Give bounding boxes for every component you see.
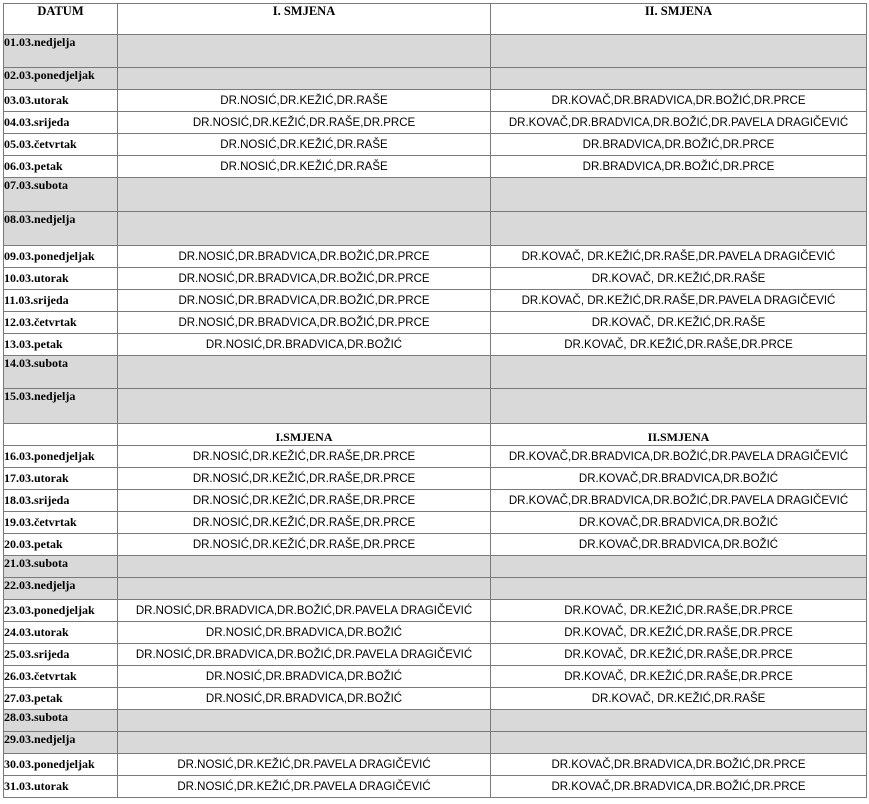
table-row bbox=[4, 644, 867, 666]
table-row bbox=[4, 246, 867, 268]
shift-2-cell: DR.KOVAČ, DR.KEŽIĆ,DR.RAŠE bbox=[491, 268, 867, 290]
header-date: DATUM bbox=[4, 4, 118, 35]
date-cell: 02.03.ponedjeljak bbox=[4, 68, 118, 90]
shift-2-cell: DR.BRADVICA,DR.BOŽIĆ,DR.PRCE bbox=[491, 134, 867, 156]
table-row bbox=[4, 446, 867, 468]
shift-1-cell: DR.NOSIĆ,DR.KEŽIĆ,DR.RAŠE,DR.PRCE bbox=[118, 534, 491, 556]
shift-2-cell: DR.KOVAČ, DR.KEŽIĆ,DR.RAŠE,DR.PRCE bbox=[491, 644, 867, 666]
shift-2-cell bbox=[491, 212, 867, 246]
shift-2-cell bbox=[491, 732, 867, 754]
shift-2-cell: DR.BRADVICA,DR.BOŽIĆ,DR.PRCE bbox=[491, 156, 867, 178]
table-row bbox=[4, 600, 867, 622]
shift-1-cell: DR.NOSIĆ,DR.BRADVICA,DR.BOŽIĆ bbox=[118, 334, 491, 356]
table-row bbox=[4, 35, 867, 68]
date-cell: 21.03.subota bbox=[4, 556, 118, 578]
shift-2-cell bbox=[491, 556, 867, 578]
shift-1-cell: DR.NOSIĆ,DR.BRADVICA,DR.BOŽIĆ bbox=[118, 622, 491, 644]
shift-1-cell bbox=[118, 710, 491, 732]
table-row bbox=[4, 710, 867, 732]
date-cell: 12.03.četvrtak bbox=[4, 312, 118, 334]
date-cell: 16.03.ponedjeljak bbox=[4, 446, 118, 468]
shift-1-cell: DR.NOSIĆ,DR.BRADVICA,DR.BOŽIĆ,DR.PAVELA DRAGIČEVIĆ bbox=[118, 600, 491, 622]
date-cell: 31.03.utorak bbox=[4, 776, 118, 798]
table-row bbox=[4, 754, 867, 776]
shift-1-cell: DR.NOSIĆ,DR.BRADVICA,DR.BOŽIĆ bbox=[118, 688, 491, 710]
subheader-shift-1: I.SMJENA bbox=[118, 424, 491, 446]
shift-2-cell: DR.KOVAČ,DR.BRADVICA,DR.BOŽIĆ bbox=[491, 468, 867, 490]
shift-1-cell: DR.NOSIĆ,DR.BRADVICA,DR.BOŽIĆ,DR.PAVELA DRAGIČEVIĆ bbox=[118, 644, 491, 666]
shift-1-cell bbox=[118, 732, 491, 754]
date-cell: 29.03.nedjelja bbox=[4, 732, 118, 754]
shift-1-cell: DR.NOSIĆ,DR.KEŽIĆ,DR.RAŠE,DR.PRCE bbox=[118, 112, 491, 134]
shift-1-cell: DR.NOSIĆ,DR.BRADVICA,DR.BOŽIĆ bbox=[118, 666, 491, 688]
table-row bbox=[4, 268, 867, 290]
header-row bbox=[4, 4, 867, 35]
date-cell: 23.03.ponedjeljak bbox=[4, 600, 118, 622]
table-row bbox=[4, 290, 867, 312]
shift-1-cell: DR.NOSIĆ,DR.KEŽIĆ,DR.RAŠE,DR.PRCE bbox=[118, 446, 491, 468]
table-row bbox=[4, 68, 867, 90]
shift-2-cell: DR.KOVAČ,DR.BRADVICA,DR.BOŽIĆ,DR.PAVELA DRAGIČEVIĆ bbox=[491, 446, 867, 468]
shift-2-cell bbox=[491, 35, 867, 68]
date-cell: 14.03.subota bbox=[4, 356, 118, 389]
shift-2-cell: DR.KOVAČ,DR.BRADVICA,DR.BOŽIĆ,DR.PAVELA DRAGIČEVIĆ bbox=[491, 490, 867, 512]
shift-1-cell: DR.NOSIĆ,DR.KEŽIĆ,DR.RAŠE,DR.PRCE bbox=[118, 512, 491, 534]
shift-2-cell: DR.KOVAČ,DR.BRADVICA,DR.BOŽIĆ bbox=[491, 512, 867, 534]
shift-1-cell bbox=[118, 35, 491, 68]
date-cell: 20.03.petak bbox=[4, 534, 118, 556]
table-row bbox=[4, 389, 867, 424]
date-cell: 25.03.srijeda bbox=[4, 644, 118, 666]
shift-2-cell bbox=[491, 710, 867, 732]
table-row bbox=[4, 312, 867, 334]
date-cell: 13.03.petak bbox=[4, 334, 118, 356]
date-cell: 17.03.utorak bbox=[4, 468, 118, 490]
shift-2-cell: DR.KOVAČ, DR.KEŽIĆ,DR.RAŠE bbox=[491, 312, 867, 334]
shift-2-cell bbox=[491, 68, 867, 90]
date-cell: 24.03.utorak bbox=[4, 622, 118, 644]
shift-1-cell: DR.NOSIĆ,DR.BRADVICA,DR.BOŽIĆ,DR.PRCE bbox=[118, 312, 491, 334]
shift-1-cell: DR.NOSIĆ,DR.BRADVICA,DR.BOŽIĆ,DR.PRCE bbox=[118, 290, 491, 312]
shift-1-cell: DR.NOSIĆ,DR.KEŽIĆ,DR.PAVELA DRAGIČEVIĆ bbox=[118, 754, 491, 776]
date-cell: 06.03.petak bbox=[4, 156, 118, 178]
shift-1-cell bbox=[118, 578, 491, 600]
shift-2-cell bbox=[491, 389, 867, 424]
date-cell: 03.03.utorak bbox=[4, 90, 118, 112]
table-row bbox=[4, 776, 867, 798]
table-row bbox=[4, 666, 867, 688]
shift-1-cell bbox=[118, 356, 491, 389]
subheader-blank bbox=[4, 424, 118, 446]
shift-1-cell: DR.NOSIĆ,DR.KEŽIĆ,DR.RAŠE bbox=[118, 134, 491, 156]
date-cell: 27.03.petak bbox=[4, 688, 118, 710]
table-row bbox=[4, 90, 867, 112]
shift-2-cell bbox=[491, 578, 867, 600]
table-row bbox=[4, 512, 867, 534]
shift-1-cell: DR.NOSIĆ,DR.KEŽIĆ,DR.RAŠE,DR.PRCE bbox=[118, 490, 491, 512]
date-cell: 05.03.četvrtak bbox=[4, 134, 118, 156]
shift-1-cell bbox=[118, 212, 491, 246]
date-cell: 11.03.srijeda bbox=[4, 290, 118, 312]
table-row bbox=[4, 156, 867, 178]
table-row bbox=[4, 688, 867, 710]
shift-1-cell: DR.NOSIĆ,DR.BRADVICA,DR.BOŽIĆ,DR.PRCE bbox=[118, 268, 491, 290]
table-row bbox=[4, 212, 867, 246]
shift-schedule-table bbox=[3, 3, 867, 798]
shift-1-cell: DR.NOSIĆ,DR.KEŽIĆ,DR.PAVELA DRAGIČEVIĆ bbox=[118, 776, 491, 798]
date-cell: 01.03.nedjelja bbox=[4, 35, 118, 68]
shift-1-cell: DR.NOSIĆ,DR.BRADVICA,DR.BOŽIĆ,DR.PRCE bbox=[118, 246, 491, 268]
shift-1-cell bbox=[118, 178, 491, 212]
shift-2-cell: DR.KOVAČ,DR.BRADVICA,DR.BOŽIĆ,DR.PRCE bbox=[491, 754, 867, 776]
shift-2-cell: DR.KOVAČ, DR.KEŽIĆ,DR.RAŠE,DR.PRCE bbox=[491, 666, 867, 688]
subheader-shift-2: II.SMJENA bbox=[491, 424, 867, 446]
table-row bbox=[4, 134, 867, 156]
shift-1-cell bbox=[118, 389, 491, 424]
header-shift-2: II. SMJENA bbox=[491, 4, 867, 35]
table-row bbox=[4, 490, 867, 512]
table-row bbox=[4, 178, 867, 212]
date-cell: 22.03.nedjelja bbox=[4, 578, 118, 600]
shift-2-cell: DR.KOVAČ,DR.BRADVICA,DR.BOŽIĆ bbox=[491, 534, 867, 556]
table-row bbox=[4, 468, 867, 490]
table-row bbox=[4, 534, 867, 556]
date-cell: 07.03.subota bbox=[4, 178, 118, 212]
shift-2-cell: DR.KOVAČ,DR.BRADVICA,DR.BOŽIĆ,DR.PRCE bbox=[491, 90, 867, 112]
shift-1-cell: DR.NOSIĆ,DR.KEŽIĆ,DR.RAŠE,DR.PRCE bbox=[118, 468, 491, 490]
date-cell: 09.03.ponedjeljak bbox=[4, 246, 118, 268]
table-row bbox=[4, 578, 867, 600]
date-cell: 26.03.četvrtak bbox=[4, 666, 118, 688]
shift-2-cell bbox=[491, 178, 867, 212]
shift-2-cell bbox=[491, 356, 867, 389]
table-row bbox=[4, 334, 867, 356]
table-row bbox=[4, 112, 867, 134]
schedule-body bbox=[4, 35, 867, 798]
table-row bbox=[4, 556, 867, 578]
shift-2-cell: DR.KOVAČ, DR.KEŽIĆ,DR.RAŠE,DR.PAVELA DRAGIČEVIĆ bbox=[491, 246, 867, 268]
shift-2-cell: DR.KOVAČ, DR.KEŽIĆ,DR.RAŠE,DR.PRCE bbox=[491, 622, 867, 644]
shift-1-cell bbox=[118, 556, 491, 578]
subheader-row bbox=[4, 424, 867, 446]
shift-2-cell: DR.KOVAČ, DR.KEŽIĆ,DR.RAŠE,DR.PRCE bbox=[491, 334, 867, 356]
shift-2-cell: DR.KOVAČ, DR.KEŽIĆ,DR.RAŠE bbox=[491, 688, 867, 710]
date-cell: 18.03.srijeda bbox=[4, 490, 118, 512]
date-cell: 08.03.nedjelja bbox=[4, 212, 118, 246]
shift-2-cell: DR.KOVAČ,DR.BRADVICA,DR.BOŽIĆ,DR.PRCE bbox=[491, 776, 867, 798]
shift-2-cell: DR.KOVAČ, DR.KEŽIĆ,DR.RAŠE,DR.PRCE bbox=[491, 600, 867, 622]
date-cell: 10.03.utorak bbox=[4, 268, 118, 290]
date-cell: 04.03.srijeda bbox=[4, 112, 118, 134]
date-cell: 15.03.nedjelja bbox=[4, 389, 118, 424]
header-shift-1: I. SMJENA bbox=[118, 4, 491, 35]
shift-1-cell bbox=[118, 68, 491, 90]
table-row bbox=[4, 732, 867, 754]
shift-1-cell: DR.NOSIĆ,DR.KEŽIĆ,DR.RAŠE bbox=[118, 90, 491, 112]
date-cell: 19.03.četvrtak bbox=[4, 512, 118, 534]
date-cell: 30.03.ponedjeljak bbox=[4, 754, 118, 776]
shift-2-cell: DR.KOVAČ, DR.KEŽIĆ,DR.RAŠE,DR.PAVELA DRAGIČEVIĆ bbox=[491, 290, 867, 312]
date-cell: 28.03.subota bbox=[4, 710, 118, 732]
table-row bbox=[4, 356, 867, 389]
table-row bbox=[4, 622, 867, 644]
shift-1-cell: DR.NOSIĆ,DR.KEŽIĆ,DR.RAŠE bbox=[118, 156, 491, 178]
shift-2-cell: DR.KOVAČ,DR.BRADVICA,DR.BOŽIĆ,DR.PAVELA DRAGIČEVIĆ bbox=[491, 112, 867, 134]
